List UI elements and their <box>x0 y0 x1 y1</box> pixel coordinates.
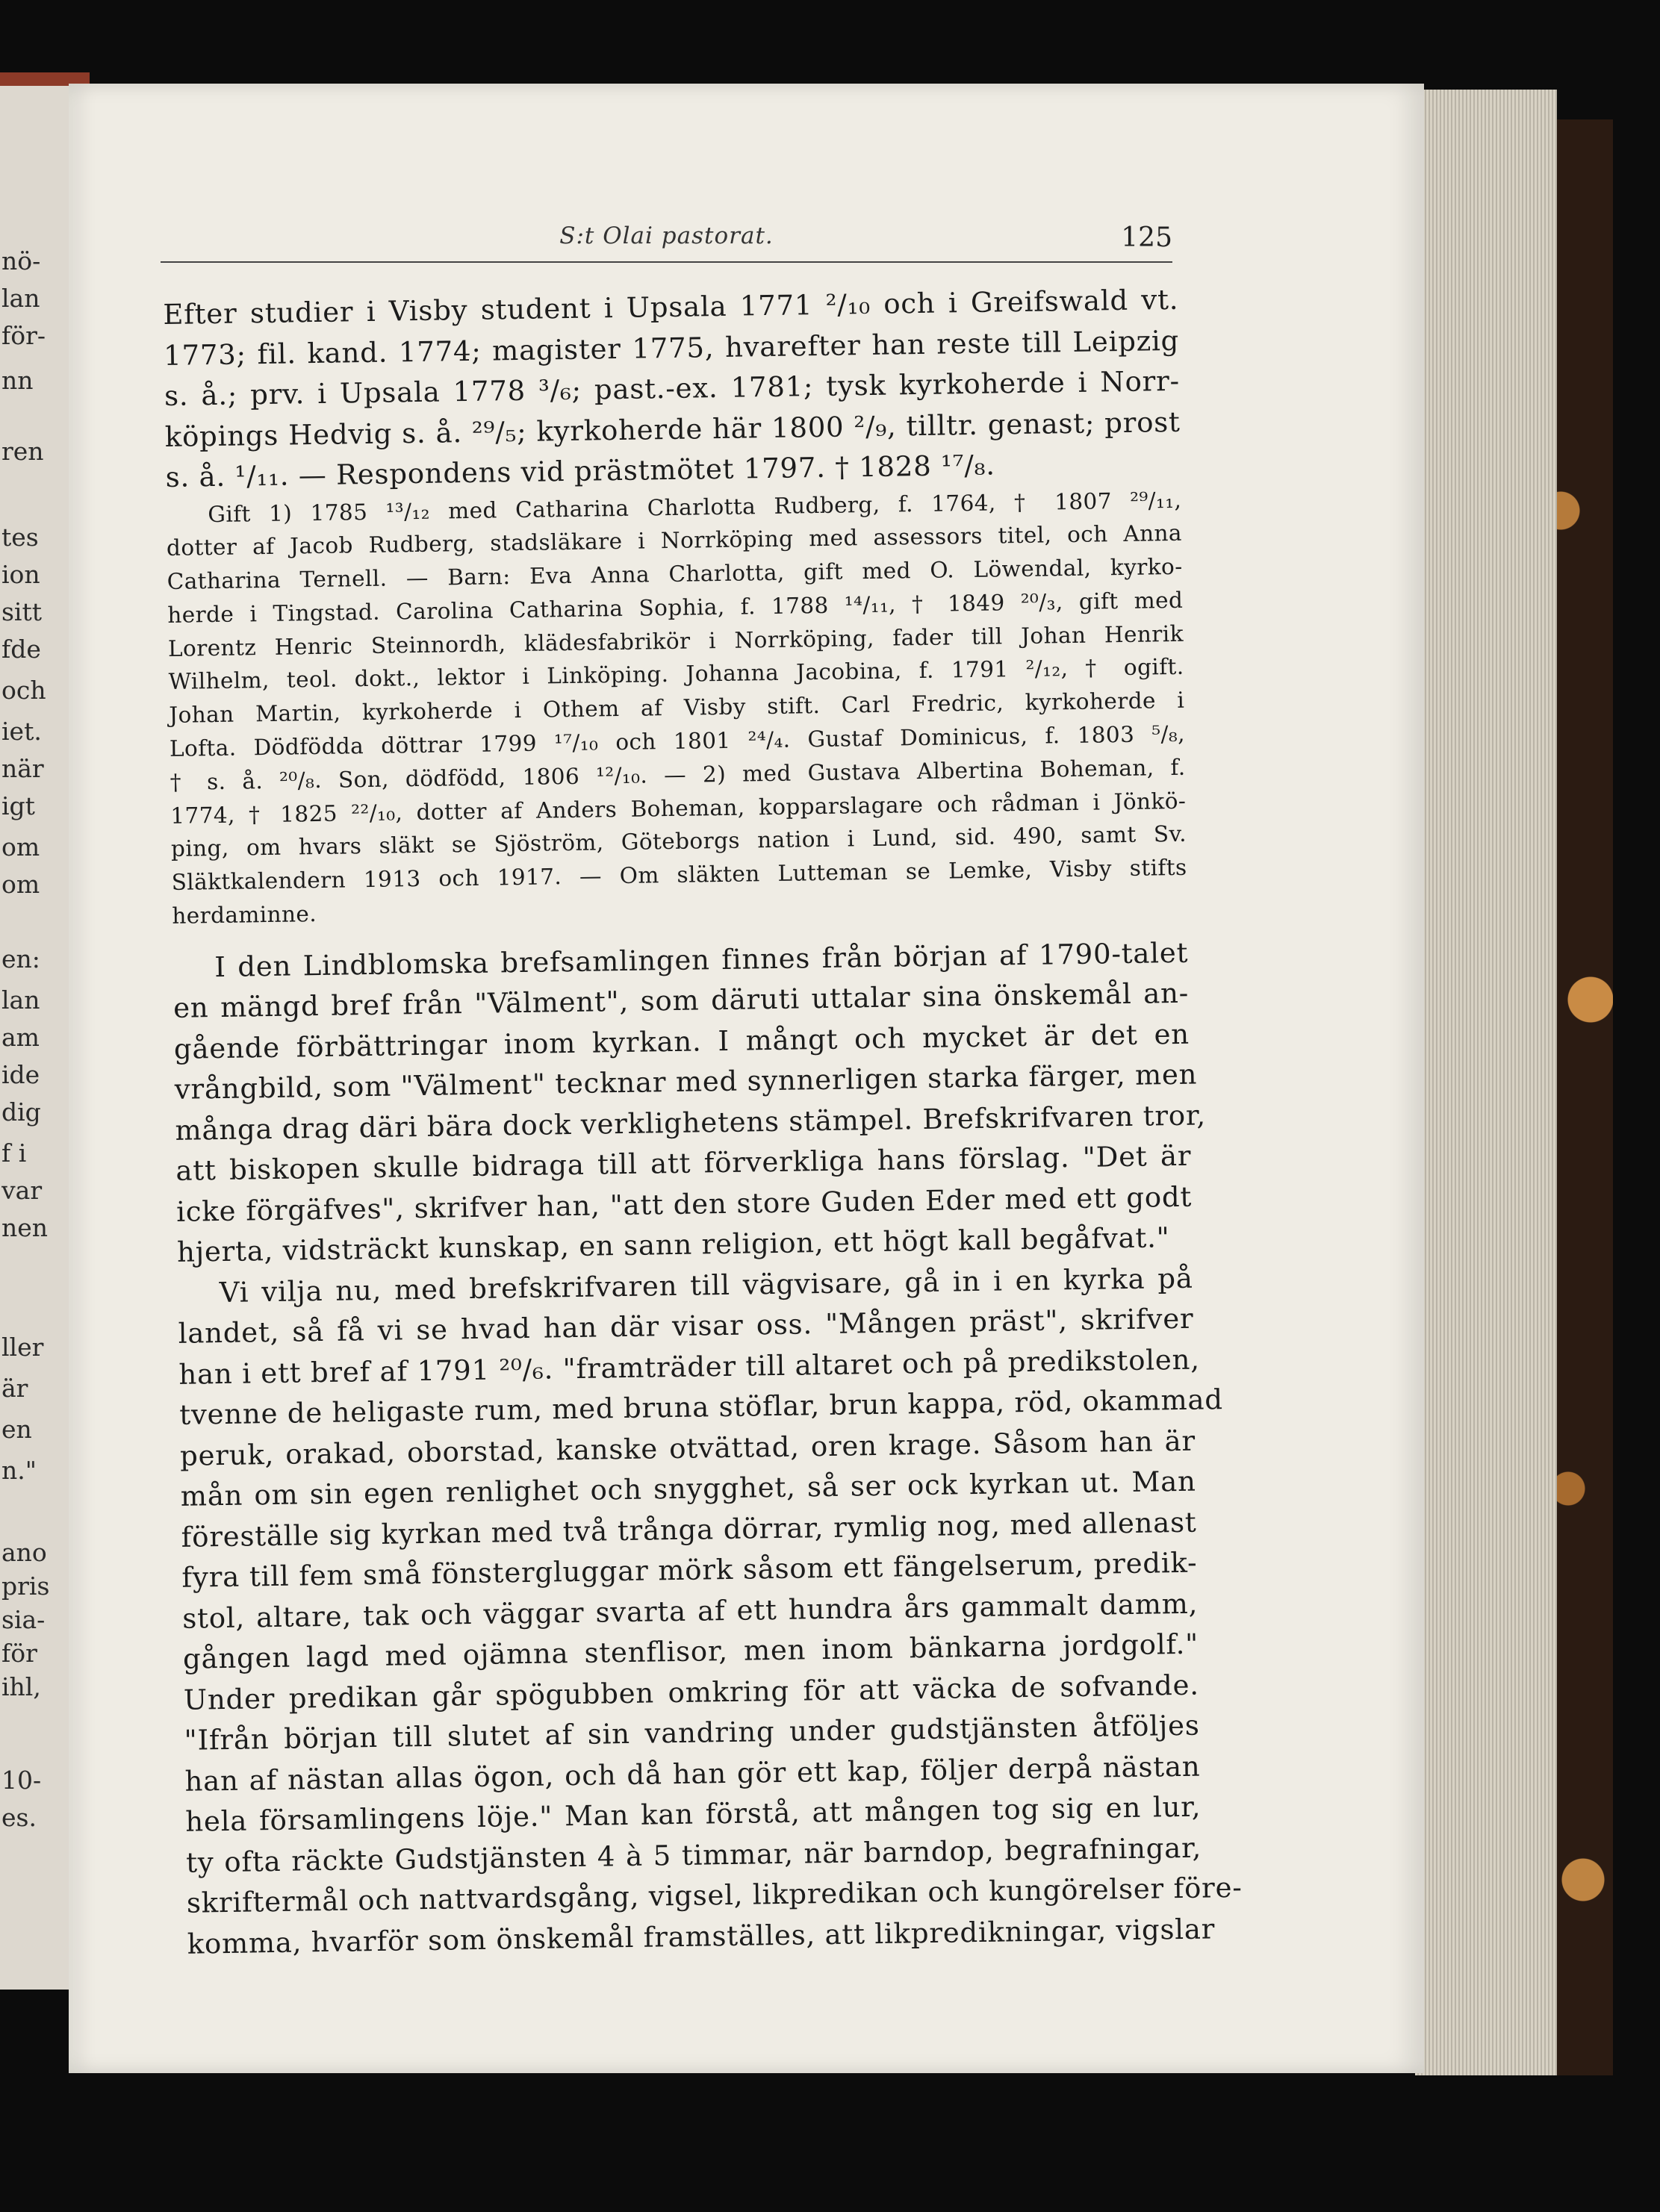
left-margin-fragment: är <box>1 1374 28 1403</box>
text-line: s. å.; prv. i Upsala 1778 ³/₆; past.-ex. 1781; tysk kyrkoherde i Norr- <box>164 364 1181 412</box>
text-line: skriftermål och nattvardsgång, vigsel, likpredikan och kungörelser före- <box>186 1872 1243 1920</box>
text-line: s. å. ¹/₁₁. — Respondens vid prästmötet 1797. † 1828 ¹⁷/₈. <box>165 449 996 493</box>
paragraph-church-visit <box>177 1259 1243 1966</box>
text-line: herdaminne. <box>172 901 317 929</box>
left-margin-fragment: för <box>1 1639 37 1668</box>
left-margin-fragment: pris <box>1 1571 50 1601</box>
left-margin-fragment: en <box>1 1415 32 1444</box>
left-margin-fragment: nn <box>1 366 34 395</box>
left-margin-fragment: ren <box>1 437 44 466</box>
left-margin-fragment: när <box>1 754 44 783</box>
text-line: Efter studier i Visby student i Upsala 1771 ²/₁₀ och i Greifswald vt. <box>163 283 1179 331</box>
text-line: han af nästan allas ögon, och då han gör ett kap, följer derpå nästan <box>184 1750 1201 1798</box>
text-line: Vi vilja nu, med brefskrifvaren till vägvisare, gå in i en kyrka på <box>219 1262 1194 1309</box>
text-line: vrångbild, som "Välment" tecknar med synnerligen starka färger, men <box>174 1058 1198 1106</box>
page-header <box>161 222 1172 263</box>
left-margin-fragment: am <box>1 1023 40 1052</box>
left-margin-fragment: ano <box>1 1538 47 1567</box>
left-margin-fragment: lan <box>1 284 40 313</box>
left-margin-fragment: ide <box>1 1060 40 1089</box>
left-margin-fragment: tes <box>1 523 39 552</box>
text-line: komma, hvarför som önskemål framställes, att likpredikningar, vigslar <box>187 1913 1216 1960</box>
left-margin-fragment: 10- <box>1 1766 42 1795</box>
text-line: "Ifrån början till slutet af sin vandring under gudstjänsten åtföljes <box>184 1709 1200 1757</box>
paragraph-biography <box>163 280 1181 499</box>
left-margin-fragment: för- <box>1 321 46 350</box>
text-line: peruk, orakad, oborstad, kanske otvättad, oren krage. Såsom han är <box>179 1424 1196 1472</box>
text-line: många drag däri bära dock verklighetens stämpel. Brefskrifvaren tror, <box>175 1099 1207 1147</box>
left-page-edge <box>0 78 78 1990</box>
left-margin-fragment: igt <box>1 791 35 820</box>
text-line: hela församlingens löje." Man kan förstå, att mången tog sig en lur, <box>185 1790 1202 1839</box>
left-margin-fragment: sitt <box>1 597 43 626</box>
text-line: föreställe sig kyrkan med två trånga dörrar, rymlig nog, med allenast <box>181 1506 1197 1554</box>
left-margin-fragment: fde <box>1 635 41 664</box>
text-line: stol, altare, tak och väggar svarta af ett hundra års gammalt damm, <box>181 1587 1199 1635</box>
left-margin-fragment: och <box>1 676 46 705</box>
left-margin-fragment: lan <box>1 985 40 1015</box>
left-margin-fragment: f i <box>1 1138 27 1168</box>
text-line: ping, om hvars släkt se Sjöström, Göteborgs nation i Lund, sid. 490, samt Sv. <box>170 821 1187 862</box>
running-title: S:t Olai pastorat. <box>559 222 774 249</box>
text-line: fyra till fem små fönstergluggar mörk såsom ett fängelserum, predik- <box>181 1546 1198 1595</box>
text-line: att biskopen skulle bidraga till att förverkliga hans förslag. "Det är <box>175 1140 1192 1188</box>
text-line: hjerta, vidsträckt kunskap, en sann religion, ett högt kall begåfvat." <box>176 1221 1170 1269</box>
text-line: tvenne de heligaste rum, med bruna stöflar, brun kappa, röd, okammad <box>178 1383 1224 1432</box>
page-edges <box>1415 90 1557 2075</box>
left-margin-fragment: om <box>1 870 40 899</box>
text-line: Lorentz Henric Steinnordh, klädesfabrikör i Norrköping, fader till Johan Henrik <box>167 620 1184 661</box>
left-margin-fragment: ller <box>1 1333 44 1362</box>
left-margin-fragment: ihl, <box>1 1672 41 1701</box>
text-line: Lofta. Dödfödda döttrar 1799 ¹⁷/₁₀ och 1801 ²⁴/₄. Gustaf Dominicus, f. 1803 ⁵/₈, <box>169 720 1186 762</box>
text-line: en mängd bref från "Välment", som däruti uttalar sina önskemål an- <box>172 977 1190 1025</box>
left-margin-fragment: sia- <box>1 1605 46 1634</box>
left-margin-fragment: om <box>1 832 40 862</box>
text-line: Under predikan går spögubben omkring för att väcka de sofvande. <box>183 1669 1200 1716</box>
text-line: ty ofta räckte Gudstjänsten 4 à 5 timmar, när barndop, begrafningar, <box>185 1831 1202 1879</box>
text-line: Släktkalendern 1913 och 1917. — Om släkten Lutteman se Lemke, Visby stifts <box>171 855 1187 896</box>
text-line: I den Lindblomska brefsamlingen finnes från början af 1790-talet <box>214 936 1189 983</box>
text-line: icke förgäfves", skrifver han, "att den store Guden Eder med ett godt <box>175 1180 1193 1228</box>
page-text <box>163 280 1243 1965</box>
left-margin-fragment: en: <box>1 944 40 973</box>
page-number: 125 <box>1121 222 1172 253</box>
text-line: Gift 1) 1785 ¹³/₁₂ med Catharina Charlotta Rudberg, f. 1764, † 1807 ²⁹/₁₁, <box>208 487 1182 527</box>
left-margin-fragment: n." <box>1 1456 37 1485</box>
paragraph-family-note <box>166 483 1187 932</box>
text-line: 1774, † 1825 ²²/₁₀, dotter af Anders Boheman, kopparslagare och rådman i Jönkö- <box>170 788 1187 829</box>
text-line: gående förbättringar inom kyrkan. I mångt och mycket är det en <box>173 1018 1190 1065</box>
text-line: † s. å. ²⁰/₈. Son, dödfödd, 1806 ¹²/₁₀. — 2) med Gustava Albertina Boheman, f. <box>170 754 1186 795</box>
text-line: dotter af Jacob Rudberg, stadsläkare i Norrköping med assessors titel, och Anna <box>166 520 1183 561</box>
left-margin-fragment: nö- <box>1 246 41 275</box>
text-line: gången lagd med ojämna stenflisor, men inom bänkarna jordgolf." <box>182 1627 1199 1676</box>
text-line: köpings Hedvig s. å. ²⁹/₅; kyrkoherde här 1800 ²/₉, tilltr. genast; prost <box>164 405 1181 453</box>
text-line: Johan Martin, kyrkoherde i Othem af Visby stift. Carl Fredric, kyrkoherde i <box>169 688 1185 729</box>
text-line: 1773; fil. kand. 1774; magister 1775, hvarefter han reste till Leipzig <box>163 324 1180 372</box>
text-line: han i ett bref af 1791 ²⁰/₆. "framträder till altaret och på predikstolen, <box>178 1343 1201 1391</box>
left-margin-fragment: ion <box>1 560 40 589</box>
left-margin-fragment: iet. <box>1 717 42 746</box>
left-margin-fragment: dig <box>1 1097 41 1127</box>
text-line: Wilhelm, teol. dokt., lektor i Linköping. Johanna Jacobina, f. 1791 ²/₁₂, † ogift. <box>168 654 1184 695</box>
text-line: landet, så få vi se hvad han där visar oss. "Mången präst", skrifver <box>178 1303 1194 1350</box>
text-line: Catharina Ternell. — Barn: Eva Anna Charlotta, gift med O. Löwendal, kyrko- <box>167 553 1183 595</box>
left-margin-fragment: var <box>1 1176 43 1205</box>
left-margin-fragment: es. <box>1 1803 37 1832</box>
paragraph-letters <box>172 933 1207 1274</box>
text-line: herde i Tingstad. Carolina Catharina Sophia, f. 1788 ¹⁴/₁₁, † 1849 ²⁰/₃, gift med <box>167 587 1184 628</box>
left-margin-fragment: nen <box>1 1213 49 1242</box>
text-line: mån om sin egen renlighet och snygghet, så ser ock kyrkan ut. Man <box>180 1465 1197 1513</box>
